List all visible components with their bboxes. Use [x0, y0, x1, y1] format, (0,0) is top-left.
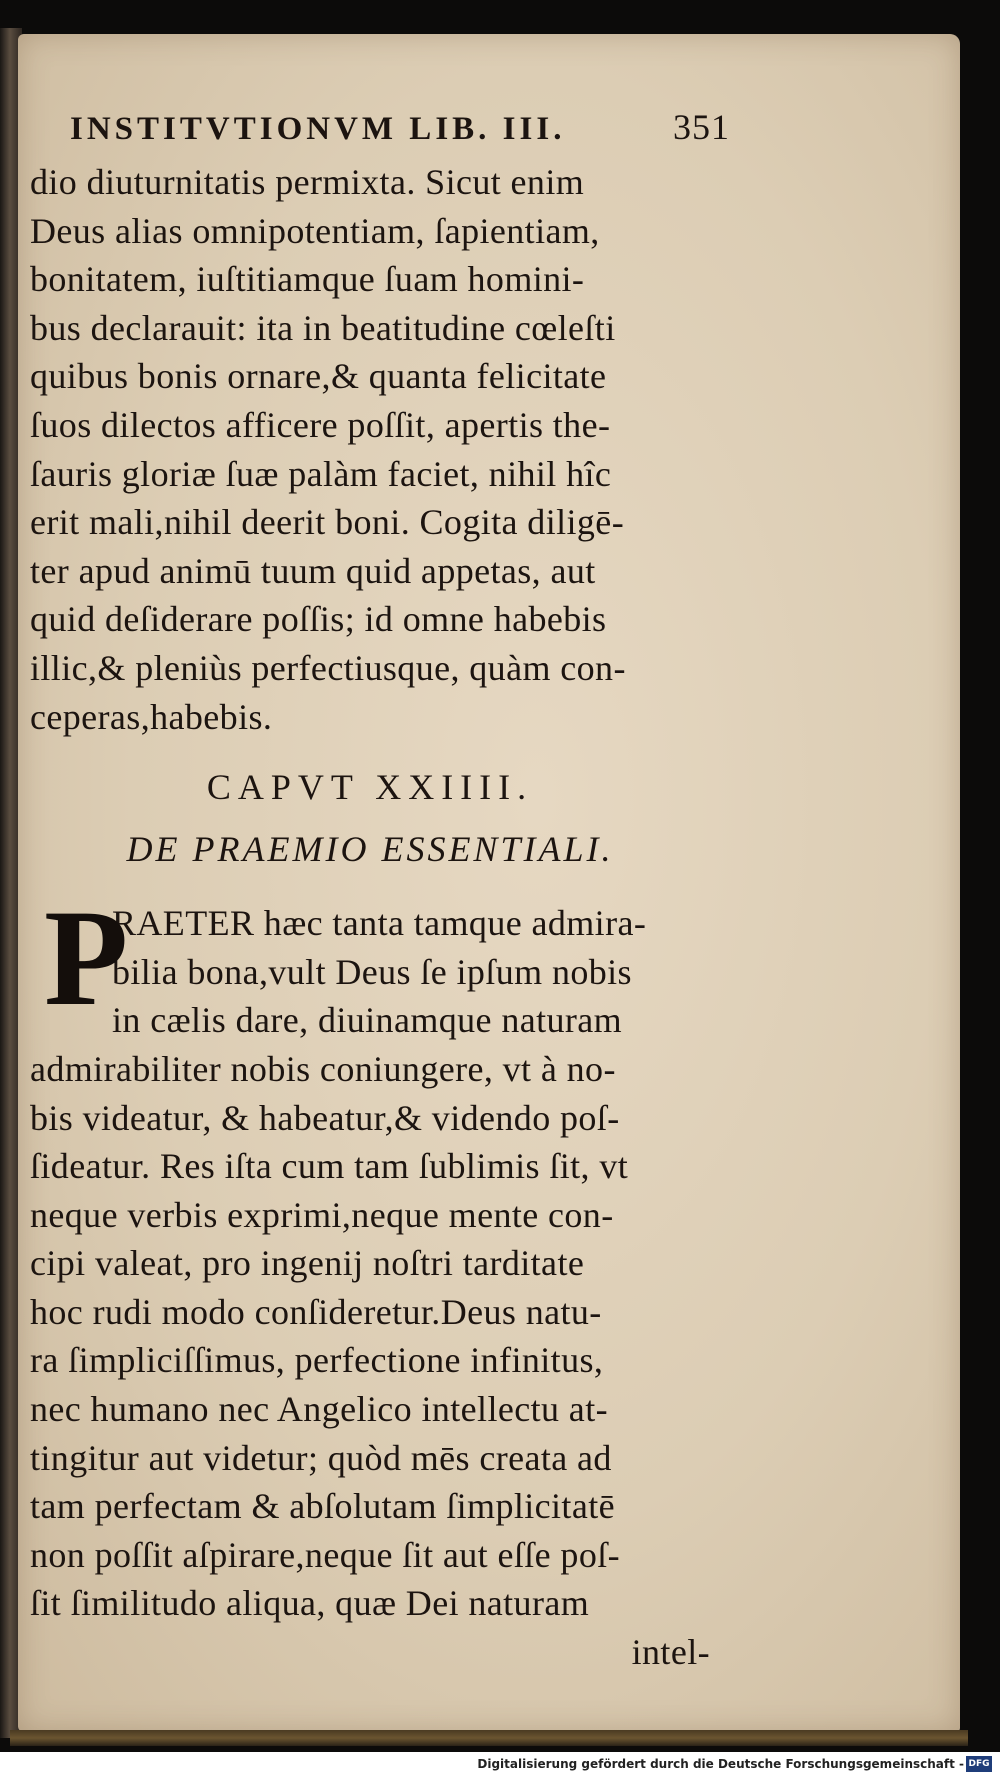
text-line: cipi valeat, pro ingenij noſtri tarditate: [30, 1243, 585, 1284]
text-line: erit mali,nihil deerit boni. Cogita diligē-: [30, 502, 625, 543]
running-head: [70, 96, 730, 158]
text-line: illic,& pleniùs perfectiusque, quàm con-: [30, 647, 626, 688]
text-line: Deus alias omnipotentiam, ſapientiam,: [30, 210, 600, 251]
funding-credit: Digitalisierung gefördert durch die Deutsche Forschungsgemeinschaft -: [477, 1757, 964, 1771]
text-line: admirabiliter nobis coniungere, vt à no-: [30, 1048, 616, 1089]
text-line: bis videatur, & habeatur,& videndo poſ-: [30, 1097, 620, 1138]
catchword: intel-: [631, 1632, 710, 1673]
text-line: nec humano nec Angelico intellectu at-: [30, 1389, 608, 1430]
text-line: bilia bona,vult Deus ſe ipſum nobis: [112, 951, 632, 992]
text-line: ſit ſimilitudo aliqua, quæ Dei naturam: [30, 1583, 590, 1624]
text-line: tingitur aut videtur; quòd mēs creata ad: [30, 1437, 612, 1478]
text-line: ceperas,habebis.: [30, 696, 273, 737]
text-line: non poſſit aſpirare,neque ſit aut eſſe poſ-: [30, 1534, 621, 1575]
text-line: RAETER hæc tanta tamque admira-: [112, 903, 647, 944]
drop-cap: P: [44, 881, 129, 1035]
text-line: quibus bonis ornare,& quanta felicitate: [30, 356, 607, 397]
page-text: [30, 96, 730, 1677]
chapter-heading: CAPVT XXIIII.: [206, 767, 534, 808]
text-line: neque verbis exprimi,neque mente con-: [30, 1194, 614, 1235]
page-bottom-edge: [10, 1730, 968, 1746]
paragraph-2: [30, 881, 730, 1677]
text-line: ſuos dilectos afficere poſſit, apertis the-: [30, 404, 611, 445]
text-line: ſauris gloriæ ſuæ palàm faciet, nihil hîc: [30, 453, 612, 494]
chapter-subtitle: DE PRAEMIO ESSENTIALI.: [126, 829, 614, 870]
paragraph-1: [30, 158, 730, 741]
page-number: 351: [673, 107, 730, 147]
text-line: ter apud animū tuum quid appetas, aut: [30, 550, 596, 591]
text-line: hoc rudi modo conſideretur.Deus natu-: [30, 1291, 602, 1332]
dfg-logo: DFG: [966, 1756, 992, 1772]
running-head-title: INSTITVTIONVM LIB. III.: [70, 111, 566, 147]
text-line: tam perfectam & abſolutam ſimplicitatē: [30, 1486, 615, 1527]
text-line: quid deſiderare poſſis; id omne habebis: [30, 599, 607, 640]
text-line: ſideatur. Res iſta cum tam ſublimis ſit, vt: [30, 1146, 629, 1187]
text-line: in cælis dare, diuinamque naturam: [112, 1000, 623, 1041]
text-line: bus declarauit: ita in beatitudine cœleſti: [30, 307, 616, 348]
text-line: dio diuturnitatis permixta. Sicut enim: [30, 162, 585, 202]
text-line: bonitatem, iuſtitiamque ſuam homini-: [30, 259, 585, 300]
text-line: ra ſimpliciſſimus, perfectione infinitus,: [30, 1340, 604, 1381]
